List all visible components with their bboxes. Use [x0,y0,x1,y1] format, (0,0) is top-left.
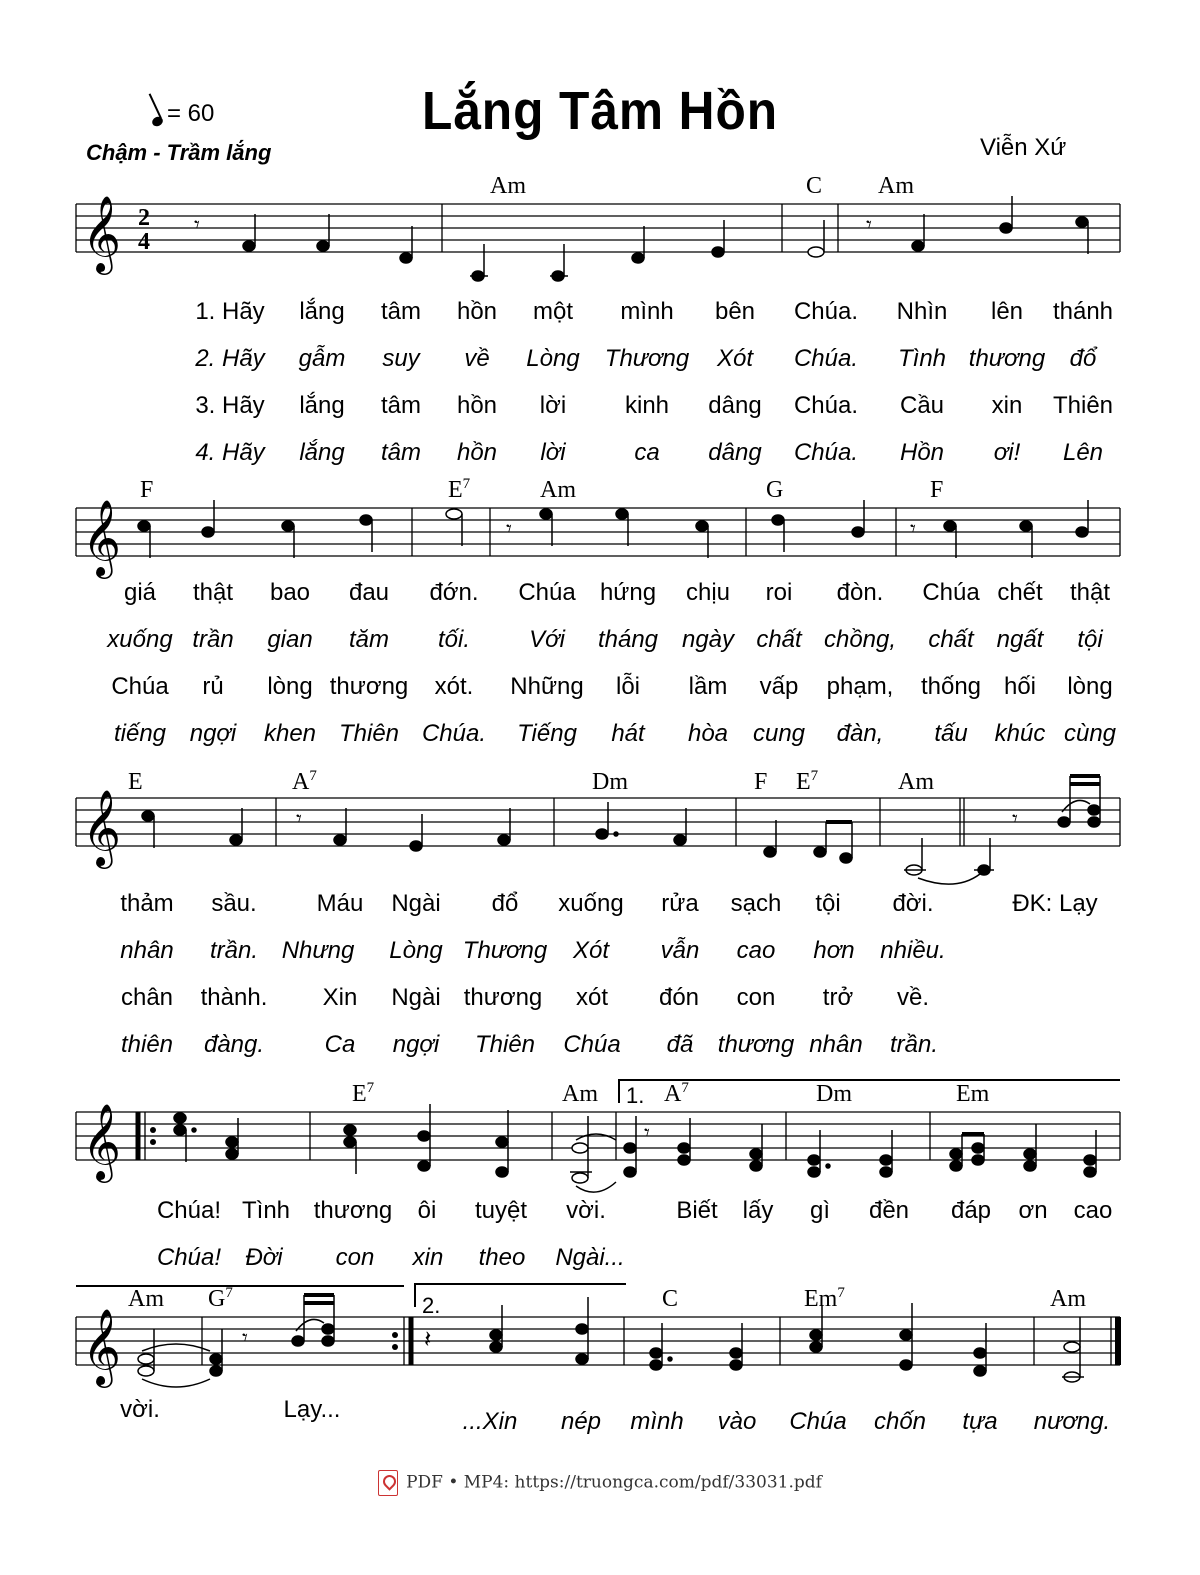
chord-label: Em$^7$ [804,1285,845,1312]
volta-first-ending: 1. [618,1079,1120,1103]
chord-label: Am [878,173,914,199]
lyric-line-verse-1: Chúa! Tình thương ôi tuyệt vời. Biết lấy gì đền đáp ơn cao [156,1197,1113,1224]
staff-lines [76,474,1120,594]
footer-text: PDF • MP4: https://truongca.com/pdf/33031.pdf [406,1472,822,1493]
chord-label: $E^7$ [352,1080,375,1107]
staff-system-2 [76,474,1120,594]
composer: Viễn Xứ [980,134,1067,161]
svg-text:𝄾: 𝄾 [1012,806,1018,831]
svg-text:𝄾: 𝄾 [242,1325,248,1350]
staff-system-3 [76,764,1120,884]
tempo-value: = 60 [167,100,215,127]
chord-label: F [140,477,154,503]
chord-label: $A^7$ [292,768,317,795]
chord-label: Dm [592,769,628,795]
tempo-marking [152,100,214,128]
repeat-dot [150,1127,156,1133]
pdf-file-icon [378,1470,398,1496]
chord-label: C [806,173,823,199]
lyric-line-verse-2: ...Xin nép mình vào Chúa chốn tựa nương. [462,1408,1111,1435]
repeat-dot [150,1139,156,1145]
svg-text:𝄾: 𝄾 [506,516,512,541]
chord-label: Dm [816,1081,852,1107]
staff-system-1 [76,170,1120,290]
treble-clef-icon: 𝄞 [82,499,122,576]
volta-second-ending: 2. [414,1283,626,1307]
lyric-line-verse-1: thảm sầu. Máu Ngài đổ xuống rửa sạch tội đời. ĐK: Lạy [120,890,1098,917]
treble-clef-icon: 𝄞 [82,789,122,866]
lyric-line-verse-2: xuống trần gian tăm tối. Với tháng ngày chất chồng, chất ngất tội [107,626,1103,653]
chord-label: Em [956,1081,990,1107]
song-title: Lắng Tâm Hồn [421,81,779,141]
footer-link[interactable] [0,1470,1200,1496]
lyric-line-verse-3: 3. Hãy lắng tâm hồn lời kinh dâng Chúa. Cầu xin Thiên [195,392,1114,419]
lyric-line-verse-1: 1. Hãy lắng tâm hồn một mình bên Chúa. Nhìn lên thánh [195,298,1114,325]
lyric-line-verse-1: giá thật bao đau đớn. Chúa hứng chịu roi đòn. Chúa chết thật [123,579,1111,606]
chord-label: Am [1050,1286,1086,1312]
chord-label: F [754,769,768,795]
chord-label: G [766,477,784,503]
svg-text:𝄽: 𝄽 [424,1326,432,1353]
svg-text:𝄾: 𝄾 [866,212,872,237]
chord-label: Am [540,477,576,503]
repeat-dot [392,1332,398,1338]
chord-label: Am [562,1081,598,1107]
staff-system-5 [76,1283,1120,1403]
repeat-dot [392,1344,398,1350]
chord-label: $E^7$ [796,768,819,795]
chord-label: $E^7$ [448,476,471,503]
chord-label: F [930,477,944,503]
treble-clef-icon: 𝄞 [82,1103,122,1180]
chord-label: Am [898,769,934,795]
lyric-line-verse-2: 2. Hãy gẫm suy về Lòng Thương Xót Chúa. Tình thương đổ [195,345,1097,372]
time-sig-top: 2 [138,205,150,231]
treble-clef-icon: 𝄞 [82,195,122,272]
chord-label: $A^7$ [664,1080,689,1107]
staff-lines [76,170,1120,290]
svg-text:𝄾: 𝄾 [194,212,200,237]
svg-text:𝄾: 𝄾 [644,1120,650,1145]
staff-system-4 [76,1078,1120,1198]
lyric-line-verse-4: thiên đàng. Ca ngợi Thiên Chúa đã thương nhân trần. [120,1031,939,1058]
chord-label: Am [490,173,526,199]
svg-text:𝄾: 𝄾 [910,516,916,541]
chord-label: $G^7$ [208,1285,233,1312]
lyric-line-verse-4: 4. Hãy lắng tâm hồn lời ca dâng Chúa. Hồn ơi! Lên [195,439,1104,466]
lyric-line-verse-3: chân thành. Xin Ngài thương xót đón con trở về. [120,984,930,1011]
lyric-line-verse-2: nhân trần. Nhưng Lòng Thương Xót vẫn cao hơn nhiều. [120,937,946,964]
svg-text:𝄾: 𝄾 [296,806,302,831]
quarter-note-icon [151,115,165,128]
chord-label: Am [128,1286,164,1312]
lyric-line-verse-3: Chúa rủ lòng thương xót. Những lỗi lầm vấp phạm, thống hối lòng [111,673,1113,700]
chord-label: C [662,1286,679,1312]
chord-label: E [128,769,143,795]
lyric-line-verse-2: Chúa! Đời con xin theo Ngài... [156,1244,625,1271]
lyric-line-verse-4: tiếng ngợi khen Thiên Chúa. Tiếng hát hòa cung đàn, tấu khúc cùng [113,720,1117,747]
time-sig-bottom: 4 [138,229,150,255]
lyric-line-verse-1: vời. Lạy... [120,1396,341,1423]
treble-clef-icon: 𝄞 [82,1308,122,1385]
expression-marking: Chậm - Trầm lắng [86,140,272,165]
